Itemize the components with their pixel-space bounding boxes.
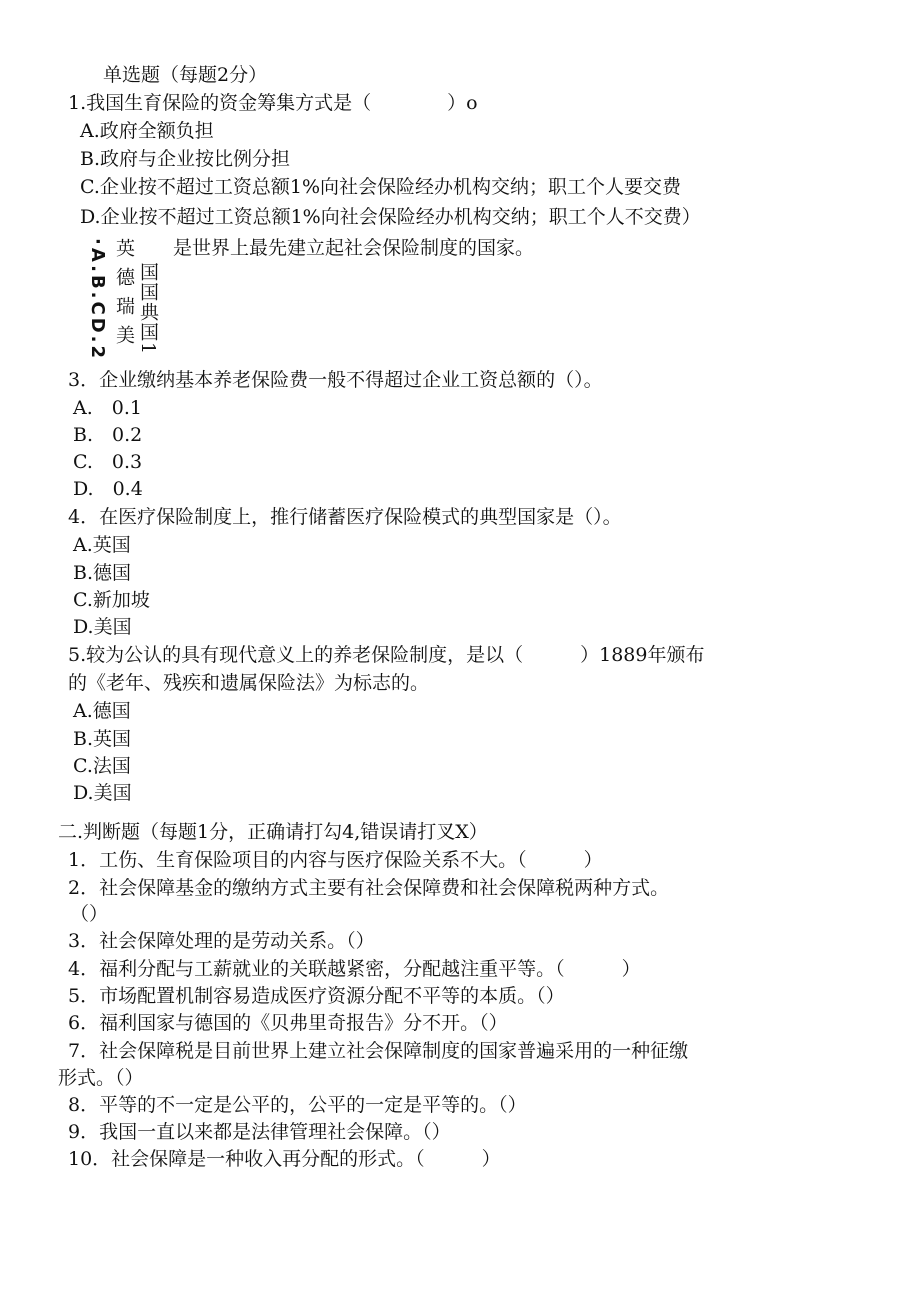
q5-option-a: A.德国: [73, 700, 131, 722]
q4-stem: 4．在医疗保险制度上，推行储蓄医疗保险模式的典型国家是（）。: [68, 506, 622, 528]
section1-heading: 单选题（每题2分）: [103, 64, 268, 86]
q5-stem-line2: 的《老年、残疾和遗属保险法》为标志的。: [68, 672, 430, 694]
judge-item-3: 3．社会保障处理的是劳动关系。（）: [68, 930, 375, 952]
judge-item-6: 6．福利国家与德国的《贝弗里奇报告》分不开。（）: [68, 1012, 508, 1034]
q4-option-b: B.德国: [73, 562, 132, 584]
judge-item-7-cont: 形式。（）: [58, 1067, 144, 1089]
q2-vertical-letters: ·A.B.CD.2: [87, 238, 108, 362]
judge-item-2-paren: （）: [70, 903, 109, 925]
q4-option-a: A.英国: [73, 534, 131, 556]
q2-vertical-col-a: 英德瑞美: [113, 238, 135, 354]
judge-item-5: 5．市场配置机制容易造成医疗资源分配不平等的本质。（）: [68, 985, 565, 1007]
q5-stem-line1: 5.较为公认的具有现代意义上的养老保险制度，是以（ ）1889年颁布: [68, 644, 705, 666]
q4-option-d: D.美国: [73, 616, 132, 638]
q1-option-c: C.企业按不超过工资总额1%向社会保险经办机构交纳；职工个人要交费: [80, 176, 682, 198]
judge-item-1: 1．工伤、生育保险项目的内容与医疗保险关系不大。（ ）: [68, 849, 603, 871]
judge-item-4: 4．福利分配与工薪就业的关联越紧密，分配越注重平等。（ ）: [68, 958, 641, 980]
judge-item-10: 10．社会保障是一种收入再分配的形式。（ ）: [68, 1148, 501, 1170]
q5-option-c: C.法国: [73, 755, 131, 777]
q3-option-a: A. 0.1: [73, 397, 142, 419]
q3-option-b: B. 0.2: [73, 424, 143, 446]
q1-stem: 1.我国生育保险的资金筹集方式是（ ）o: [68, 92, 478, 114]
q5-option-b: B.英国: [73, 728, 132, 750]
section2-heading: 二.判断题（每题1分，正确请打勾4,错误请打叉X）: [58, 821, 488, 843]
judge-item-7: 7．社会保障税是目前世界上建立社会保障制度的国家普遍采用的一种征缴: [68, 1040, 689, 1062]
q5-option-d: D.美国: [73, 782, 132, 804]
q4-option-c: C.新加坡: [73, 589, 150, 611]
q1-option-b: B.政府与企业按比例分担: [80, 148, 291, 170]
q1-option-d: D.企业按不超过工资总额1%向社会保险经办机构交纳；职工个人不交费）: [80, 206, 701, 228]
q2-vertical-col-b: 国国典国1: [137, 262, 159, 356]
q3-option-c: C. 0.3: [73, 451, 143, 473]
judge-item-2: 2．社会保障基金的缴纳方式主要有社会保障费和社会保障税两种方式。: [68, 877, 670, 899]
q2-stem: 是世界上最先建立起社会保险制度的国家。: [173, 237, 535, 259]
q3-stem: 3．企业缴纳基本养老保险费一般不得超过企业工资总额的（）。: [68, 369, 603, 391]
q1-option-a: A.政府全额负担: [80, 120, 214, 142]
judge-item-8: 8．平等的不一定是公平的，公平的一定是平等的。（）: [68, 1094, 527, 1116]
q3-option-d: D. 0.4: [73, 478, 143, 500]
judge-item-9: 9．我国一直以来都是法律管理社会保障。（）: [68, 1121, 451, 1143]
